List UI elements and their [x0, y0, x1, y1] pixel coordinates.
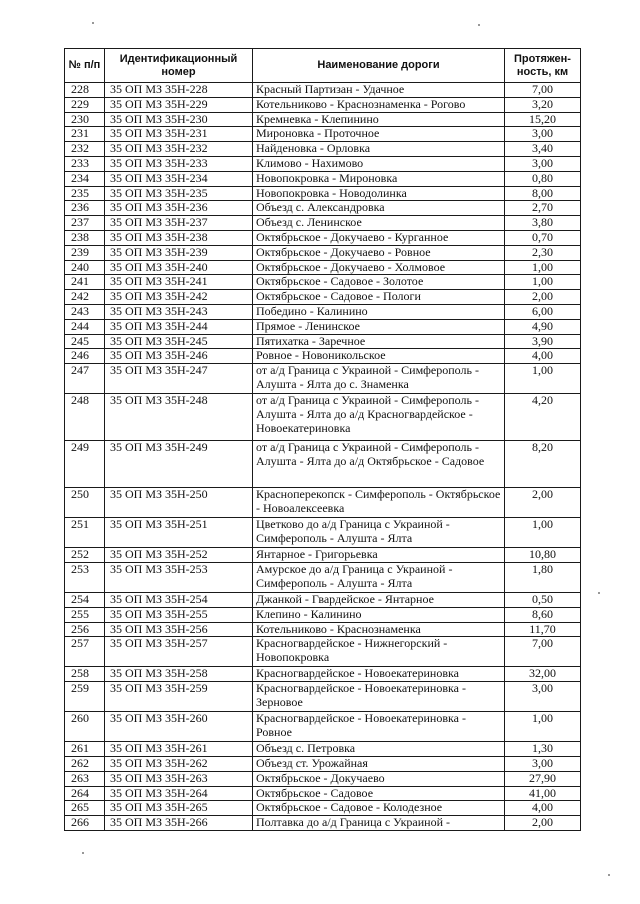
road-length: 0,70 — [505, 230, 581, 245]
road-length: 1,00 — [505, 364, 581, 394]
road-length: 7,00 — [505, 637, 581, 667]
road-name: Красногвардейское - Новоекатериновка — [253, 667, 505, 682]
row-number: 245 — [65, 334, 105, 349]
table-row — [65, 801, 581, 816]
road-id: 35 ОП МЗ 35Н-258 — [105, 667, 253, 682]
road-length: 4,20 — [505, 394, 581, 441]
road-name: Октябрьское - Докучаево — [253, 771, 505, 786]
road-name: Победино - Калинино — [253, 304, 505, 319]
road-id: 35 ОП МЗ 35Н-241 — [105, 275, 253, 290]
road-id: 35 ОП МЗ 35Н-229 — [105, 97, 253, 112]
road-length: 3,00 — [505, 127, 581, 142]
road-name: Мироновка - Проточное — [253, 127, 505, 142]
table-row — [65, 518, 581, 548]
road-id: 35 ОП МЗ 35Н-235 — [105, 186, 253, 201]
row-number: 250 — [65, 488, 105, 518]
road-length: 1,80 — [505, 562, 581, 592]
row-number: 256 — [65, 622, 105, 637]
table-row — [65, 816, 581, 831]
road-name: Октябрьское - Садовое - Колодезное — [253, 801, 505, 816]
header-num: № п/п — [65, 49, 105, 83]
road-name: Новопокровка - Новодолинка — [253, 186, 505, 201]
road-name: Джанкой - Гвардейское - Янтарное — [253, 592, 505, 607]
road-name: Котельниково - Краснознаменка — [253, 622, 505, 637]
row-number: 253 — [65, 562, 105, 592]
road-id: 35 ОП МЗ 35Н-236 — [105, 201, 253, 216]
road-length: 3,00 — [505, 682, 581, 712]
row-number: 232 — [65, 142, 105, 157]
road-id: 35 ОП МЗ 35Н-265 — [105, 801, 253, 816]
row-number: 237 — [65, 216, 105, 231]
road-id: 35 ОП МЗ 35Н-260 — [105, 712, 253, 742]
road-name: Октябрьское - Садовое — [253, 786, 505, 801]
road-length: 1,30 — [505, 742, 581, 757]
road-length: 11,70 — [505, 622, 581, 637]
road-length: 8,00 — [505, 186, 581, 201]
road-name: Объезд с. Ленинское — [253, 216, 505, 231]
road-id: 35 ОП МЗ 35Н-266 — [105, 816, 253, 831]
table-row — [65, 682, 581, 712]
road-name: Красногвардейское - Нижнегорский - Новопокровка — [253, 637, 505, 667]
road-name: Красногвардейское - Новоекатериновка - Зерновое — [253, 682, 505, 712]
road-length: 4,00 — [505, 801, 581, 816]
row-number: 260 — [65, 712, 105, 742]
road-length: 3,00 — [505, 756, 581, 771]
row-number: 247 — [65, 364, 105, 394]
road-length: 2,00 — [505, 816, 581, 831]
road-name: Котельниково - Краснознаменка - Рогово — [253, 97, 505, 112]
road-length: 8,60 — [505, 607, 581, 622]
scan-speck — [608, 874, 610, 876]
road-name: Октябрьское - Докучаево - Курганное — [253, 230, 505, 245]
table-row — [65, 637, 581, 667]
row-number: 238 — [65, 230, 105, 245]
road-length: 6,00 — [505, 304, 581, 319]
road-id: 35 ОП МЗ 35Н-248 — [105, 394, 253, 441]
road-length: 27,90 — [505, 771, 581, 786]
table-row — [65, 260, 581, 275]
road-name: Красноперекопск - Симферополь - Октябрьское - Новоалексеевка — [253, 488, 505, 518]
table-row — [65, 97, 581, 112]
row-number: 239 — [65, 245, 105, 260]
road-name: Кремневка - Клепинино — [253, 112, 505, 127]
road-length: 2,00 — [505, 290, 581, 305]
road-name: от а/д Граница с Украиной - Симферополь - Алушта - Ялта до с. Знаменка — [253, 364, 505, 394]
road-id: 35 ОП МЗ 35Н-232 — [105, 142, 253, 157]
row-number: 236 — [65, 201, 105, 216]
row-number: 228 — [65, 83, 105, 98]
row-number: 259 — [65, 682, 105, 712]
table-row — [65, 756, 581, 771]
road-id: 35 ОП МЗ 35Н-228 — [105, 83, 253, 98]
road-id: 35 ОП МЗ 35Н-238 — [105, 230, 253, 245]
table-row — [65, 156, 581, 171]
table-row — [65, 319, 581, 334]
road-name: Прямое - Ленинское — [253, 319, 505, 334]
table-row — [65, 290, 581, 305]
road-id: 35 ОП МЗ 35Н-244 — [105, 319, 253, 334]
road-length: 32,00 — [505, 667, 581, 682]
road-name: Полтавка до а/д Граница с Украиной - — [253, 816, 505, 831]
road-id: 35 ОП МЗ 35Н-239 — [105, 245, 253, 260]
road-id: 35 ОП МЗ 35Н-237 — [105, 216, 253, 231]
road-length: 3,00 — [505, 156, 581, 171]
table-row — [65, 667, 581, 682]
table-row — [65, 127, 581, 142]
row-number: 230 — [65, 112, 105, 127]
road-id: 35 ОП МЗ 35Н-261 — [105, 742, 253, 757]
row-number: 233 — [65, 156, 105, 171]
table-row — [65, 201, 581, 216]
row-number: 243 — [65, 304, 105, 319]
row-number: 263 — [65, 771, 105, 786]
table-header-row — [65, 49, 581, 83]
road-length: 15,20 — [505, 112, 581, 127]
road-id: 35 ОП МЗ 35Н-251 — [105, 518, 253, 548]
row-number: 264 — [65, 786, 105, 801]
header-name: Наименование дороги — [253, 49, 505, 83]
table-row — [65, 334, 581, 349]
road-id: 35 ОП МЗ 35Н-240 — [105, 260, 253, 275]
road-length: 3,80 — [505, 216, 581, 231]
road-length: 7,00 — [505, 83, 581, 98]
road-length: 1,00 — [505, 260, 581, 275]
table-row — [65, 771, 581, 786]
row-number: 255 — [65, 607, 105, 622]
road-length: 41,00 — [505, 786, 581, 801]
table-row — [65, 142, 581, 157]
road-name: Октябрьское - Садовое - Пологи — [253, 290, 505, 305]
road-id: 35 ОП МЗ 35Н-233 — [105, 156, 253, 171]
road-id: 35 ОП МЗ 35Н-249 — [105, 441, 253, 488]
road-name: от а/д Граница с Украиной - Симферополь - Алушта - Ялта до а/д Красногвардейское - Новоекатериновка — [253, 394, 505, 441]
scan-speck — [598, 592, 600, 594]
road-name: Октябрьское - Докучаево - Холмовое — [253, 260, 505, 275]
road-name: Амурское до а/д Граница с Украиной - Симферополь - Алушта - Ялта — [253, 562, 505, 592]
table-row — [65, 364, 581, 394]
road-length: 2,30 — [505, 245, 581, 260]
road-name: Цветково до а/д Граница с Украиной - Симферополь - Алушта - Ялта — [253, 518, 505, 548]
row-number: 246 — [65, 349, 105, 364]
road-length: 3,40 — [505, 142, 581, 157]
road-name: Климово - Нахимово — [253, 156, 505, 171]
row-number: 265 — [65, 801, 105, 816]
row-number: 241 — [65, 275, 105, 290]
road-length: 4,00 — [505, 349, 581, 364]
road-name: Красный Партизан - Удачное — [253, 83, 505, 98]
road-name: Янтарное - Григорьевка — [253, 548, 505, 563]
row-number: 231 — [65, 127, 105, 142]
road-name: Найденовка - Орловка — [253, 142, 505, 157]
road-name: Пятихатка - Заречное — [253, 334, 505, 349]
road-id: 35 ОП МЗ 35Н-242 — [105, 290, 253, 305]
road-length: 1,00 — [505, 518, 581, 548]
row-number: 257 — [65, 637, 105, 667]
table-row — [65, 112, 581, 127]
row-number: 234 — [65, 171, 105, 186]
table-row — [65, 441, 581, 488]
header-length: Протяжен-ность, км — [505, 49, 581, 83]
road-id: 35 ОП МЗ 35Н-247 — [105, 364, 253, 394]
road-length: 8,20 — [505, 441, 581, 488]
road-name: Октябрьское - Садовое - Золотое — [253, 275, 505, 290]
road-name: Октябрьское - Докучаево - Ровное — [253, 245, 505, 260]
road-id: 35 ОП МЗ 35Н-245 — [105, 334, 253, 349]
table-row — [65, 562, 581, 592]
table-row — [65, 622, 581, 637]
table-row — [65, 548, 581, 563]
table-row — [65, 394, 581, 441]
row-number: 258 — [65, 667, 105, 682]
road-length: 1,00 — [505, 712, 581, 742]
table-row — [65, 186, 581, 201]
road-id: 35 ОП МЗ 35Н-262 — [105, 756, 253, 771]
scan-speck — [478, 24, 480, 26]
row-number: 262 — [65, 756, 105, 771]
road-id: 35 ОП МЗ 35Н-253 — [105, 562, 253, 592]
road-id: 35 ОП МЗ 35Н-256 — [105, 622, 253, 637]
row-number: 249 — [65, 441, 105, 488]
table-row — [65, 786, 581, 801]
scan-speck — [82, 852, 84, 854]
table-row — [65, 245, 581, 260]
table-row — [65, 607, 581, 622]
road-length: 3,20 — [505, 97, 581, 112]
row-number: 266 — [65, 816, 105, 831]
row-number: 251 — [65, 518, 105, 548]
road-id: 35 ОП МЗ 35Н-230 — [105, 112, 253, 127]
row-number: 240 — [65, 260, 105, 275]
road-id: 35 ОП МЗ 35Н-246 — [105, 349, 253, 364]
table-row — [65, 712, 581, 742]
table-row — [65, 216, 581, 231]
row-number: 229 — [65, 97, 105, 112]
table-row — [65, 488, 581, 518]
road-name: Новопокровка - Мироновка — [253, 171, 505, 186]
road-name: Клепино - Калинино — [253, 607, 505, 622]
row-number: 254 — [65, 592, 105, 607]
table-row — [65, 230, 581, 245]
table-row — [65, 83, 581, 98]
road-length: 4,90 — [505, 319, 581, 334]
road-id: 35 ОП МЗ 35Н-264 — [105, 786, 253, 801]
road-id: 35 ОП МЗ 35Н-257 — [105, 637, 253, 667]
road-length: 2,70 — [505, 201, 581, 216]
table-row — [65, 304, 581, 319]
road-name: Объезд с. Александровка — [253, 201, 505, 216]
road-length: 0,50 — [505, 592, 581, 607]
road-length: 3,90 — [505, 334, 581, 349]
road-id: 35 ОП МЗ 35Н-252 — [105, 548, 253, 563]
table-row — [65, 171, 581, 186]
row-number: 261 — [65, 742, 105, 757]
row-number: 235 — [65, 186, 105, 201]
row-number: 252 — [65, 548, 105, 563]
road-id: 35 ОП МЗ 35Н-263 — [105, 771, 253, 786]
road-name: Объезд ст. Урожайная — [253, 756, 505, 771]
road-id: 35 ОП МЗ 35Н-231 — [105, 127, 253, 142]
table-row — [65, 742, 581, 757]
road-name: от а/д Граница с Украиной - Симферополь - Алушта - Ялта до а/д Октябрьское - Садовое — [253, 441, 505, 488]
table-row — [65, 592, 581, 607]
header-id: Идентификационный номер — [105, 49, 253, 83]
roads-table — [64, 48, 581, 831]
road-id: 35 ОП МЗ 35Н-259 — [105, 682, 253, 712]
road-length: 2,00 — [505, 488, 581, 518]
road-id: 35 ОП МЗ 35Н-255 — [105, 607, 253, 622]
road-name: Красногвардейское - Новоекатериновка - Ровное — [253, 712, 505, 742]
road-length: 10,80 — [505, 548, 581, 563]
road-length: 0,80 — [505, 171, 581, 186]
scan-speck — [92, 22, 94, 24]
row-number: 242 — [65, 290, 105, 305]
road-length: 1,00 — [505, 275, 581, 290]
road-id: 35 ОП МЗ 35Н-254 — [105, 592, 253, 607]
road-id: 35 ОП МЗ 35Н-234 — [105, 171, 253, 186]
road-name: Объезд с. Петровка — [253, 742, 505, 757]
row-number: 244 — [65, 319, 105, 334]
row-number: 248 — [65, 394, 105, 441]
road-name: Ровное - Новоникольское — [253, 349, 505, 364]
table-body — [65, 83, 581, 831]
table-row — [65, 275, 581, 290]
table-row — [65, 349, 581, 364]
road-id: 35 ОП МЗ 35Н-250 — [105, 488, 253, 518]
road-id: 35 ОП МЗ 35Н-243 — [105, 304, 253, 319]
